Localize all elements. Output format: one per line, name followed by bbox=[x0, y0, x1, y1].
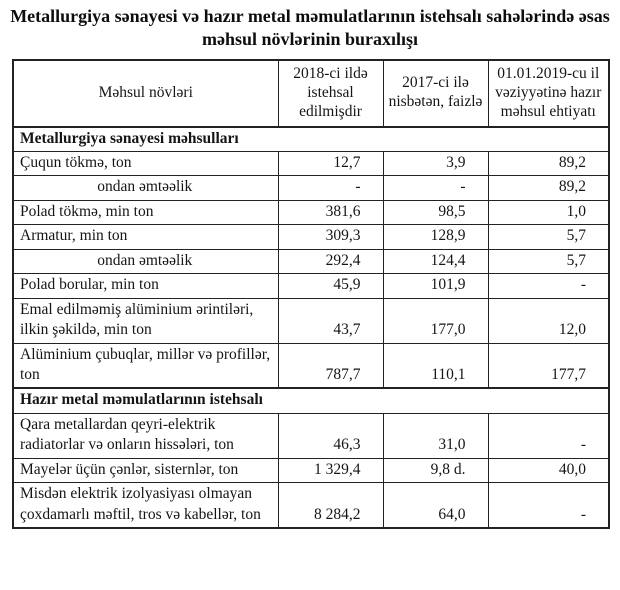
value-2017-cell: 31,0 bbox=[383, 413, 488, 458]
product-cell: Armatur, min ton bbox=[13, 225, 278, 249]
product-cell: Çuqun tökmə, ton bbox=[13, 151, 278, 175]
product-cell: Mayelər üçün çənlər, sisternlər, ton bbox=[13, 458, 278, 482]
table-row bbox=[13, 200, 609, 224]
col-header-produced-2018: 2018-ci ildə istehsal edilmişdir bbox=[278, 60, 383, 127]
table-row bbox=[13, 343, 609, 388]
col-header-percent-vs-2017: 2017-ci ilə nisbətən, faizlə bbox=[383, 60, 488, 127]
product-cell: Alüminium çubuqlar, millər və profillər, ton bbox=[13, 343, 278, 388]
table-row bbox=[13, 413, 609, 458]
value-2018-cell: 46,3 bbox=[278, 413, 383, 458]
production-table bbox=[12, 59, 610, 529]
table-body bbox=[13, 127, 609, 529]
stock-cell: 40,0 bbox=[488, 458, 609, 482]
stock-cell: 89,2 bbox=[488, 176, 609, 200]
section-row bbox=[13, 127, 609, 152]
table-row bbox=[13, 151, 609, 175]
stock-cell: - bbox=[488, 274, 609, 298]
stock-cell: - bbox=[488, 413, 609, 458]
value-2017-cell: 124,4 bbox=[383, 249, 488, 273]
stock-cell: 89,2 bbox=[488, 151, 609, 175]
table-row bbox=[13, 483, 609, 528]
table-row bbox=[13, 249, 609, 273]
table-row bbox=[13, 225, 609, 249]
product-cell: Qara metallardan qeyri-elektrik radiatorlar və onların hissələri, ton bbox=[13, 413, 278, 458]
value-2017-cell: 128,9 bbox=[383, 225, 488, 249]
page-title: Metallurgiya sənayesi və hazır metal məmulatlarının istehsalı sahələrində əsas məhsul növlərinin buraxılışı bbox=[10, 6, 610, 50]
stock-cell: 12,0 bbox=[488, 298, 609, 343]
value-2017-cell: 98,5 bbox=[383, 200, 488, 224]
value-2017-cell: - bbox=[383, 176, 488, 200]
product-cell: ondan əmtəəlik bbox=[13, 249, 278, 273]
table-header-row bbox=[13, 60, 609, 127]
value-2018-cell: 43,7 bbox=[278, 298, 383, 343]
value-2017-cell: 110,1 bbox=[383, 343, 488, 388]
section-label: Hazır metal məmulatlarının istehsalı bbox=[13, 388, 609, 413]
table-header bbox=[13, 60, 609, 127]
product-cell: ondan əmtəəlik bbox=[13, 176, 278, 200]
section-label: Metallurgiya sənayesi məhsulları bbox=[13, 127, 609, 152]
value-2017-cell: 3,9 bbox=[383, 151, 488, 175]
table-row bbox=[13, 298, 609, 343]
value-2018-cell: 787,7 bbox=[278, 343, 383, 388]
product-cell: Polad tökmə, min ton bbox=[13, 200, 278, 224]
col-header-stock-2019: 01.01.2019-cu il vəziyyətinə hazır məhsul ehtiyatı bbox=[488, 60, 609, 127]
stock-cell: 1,0 bbox=[488, 200, 609, 224]
value-2018-cell: 8 284,2 bbox=[278, 483, 383, 528]
value-2018-cell: 12,7 bbox=[278, 151, 383, 175]
section-row bbox=[13, 388, 609, 413]
stock-cell: - bbox=[488, 483, 609, 528]
table-row bbox=[13, 458, 609, 482]
value-2017-cell: 9,8 d. bbox=[383, 458, 488, 482]
col-header-product: Məhsul növləri bbox=[13, 60, 278, 127]
value-2017-cell: 101,9 bbox=[383, 274, 488, 298]
stock-cell: 5,7 bbox=[488, 249, 609, 273]
value-2018-cell: 1 329,4 bbox=[278, 458, 383, 482]
table-row bbox=[13, 274, 609, 298]
product-cell: Emal edilməmiş alüminium ərintiləri, ilkin şəkildə, min ton bbox=[13, 298, 278, 343]
product-cell: Polad borular, min ton bbox=[13, 274, 278, 298]
table-row bbox=[13, 176, 609, 200]
stock-cell: 177,7 bbox=[488, 343, 609, 388]
value-2017-cell: 177,0 bbox=[383, 298, 488, 343]
value-2018-cell: 309,3 bbox=[278, 225, 383, 249]
stock-cell: 5,7 bbox=[488, 225, 609, 249]
value-2018-cell: 381,6 bbox=[278, 200, 383, 224]
value-2018-cell: 292,4 bbox=[278, 249, 383, 273]
product-cell: Misdən elektrik izolyasiyası olmayan çoxdamarlı məftil, tros və kabellər, ton bbox=[13, 483, 278, 528]
value-2018-cell: - bbox=[278, 176, 383, 200]
value-2017-cell: 64,0 bbox=[383, 483, 488, 528]
value-2018-cell: 45,9 bbox=[278, 274, 383, 298]
